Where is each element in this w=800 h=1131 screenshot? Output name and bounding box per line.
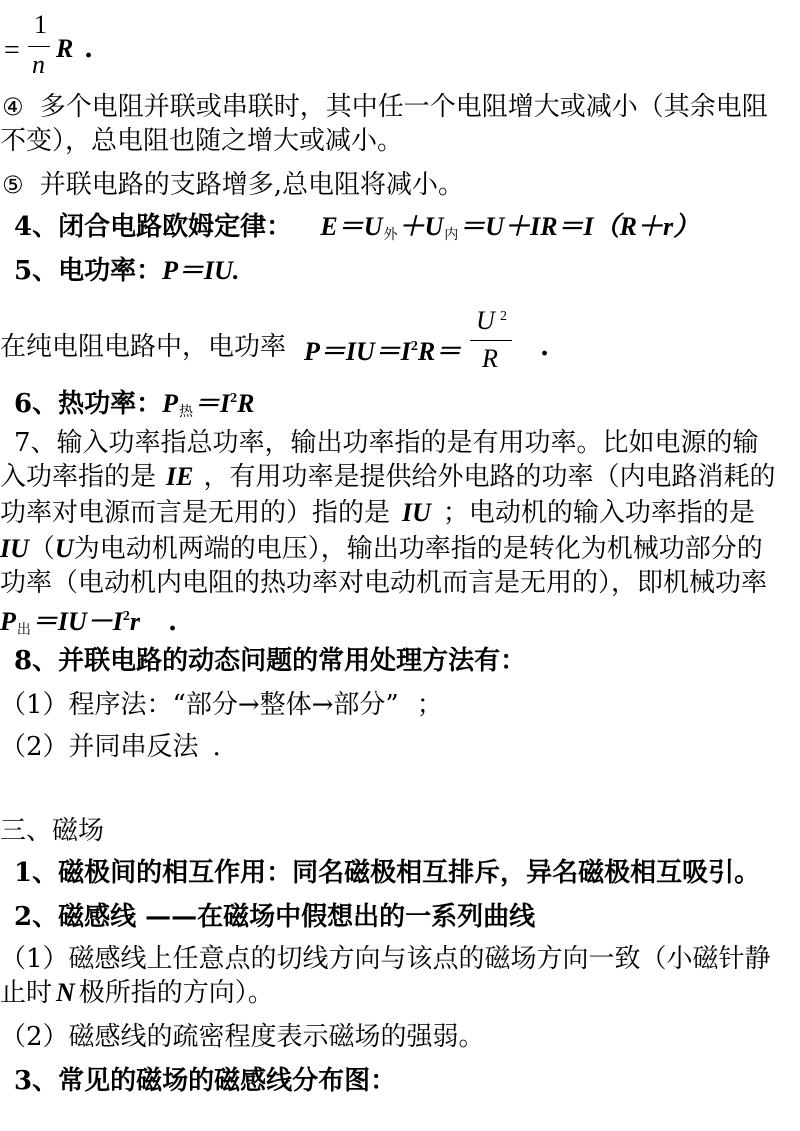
circled-5: ⑤ <box>2 171 24 199</box>
formula-part-a: P＝IU＝I <box>304 337 411 366</box>
electric-power-law <box>14 254 239 288</box>
law-6-formula <box>162 389 254 418</box>
field-lines-text: 2、磁感线 ——在磁场中假想出的一系列曲线 <box>14 902 536 932</box>
subscript-re: 热 <box>178 405 193 420</box>
law-7-line-3 <box>0 496 755 530</box>
formula-part-b: R <box>237 389 255 418</box>
law-7-line-4 <box>0 532 763 566</box>
u-symbol-1: U <box>363 212 383 241</box>
fraction-numerator-u: U <box>476 306 495 335</box>
iu-symbol: IU <box>402 498 431 527</box>
fraction-numerator: 1 <box>34 10 47 39</box>
equals-sign-1: ＝ <box>337 212 364 241</box>
emf-symbol: E <box>320 212 338 241</box>
resistance-symbol: R <box>56 34 74 63</box>
law-7-line-2 <box>0 460 776 494</box>
plus-sign: ＋ <box>398 212 425 241</box>
law-7-text-4b: 为电动机两端的电压），输出功率指的是转化为机械功部分的 <box>73 534 763 564</box>
method-1-end: ； <box>416 690 443 720</box>
law-5-label: 5、电功率： <box>14 256 163 286</box>
superscript-2: 2 <box>122 609 130 624</box>
law-7-text-1: 7、输入功率指总功率，输出功率指的是有用功率。比如电源的输 <box>14 428 759 458</box>
law-4-label: 4、闭合电路欧姆定律： <box>14 212 293 242</box>
section-3-title-text: 三、磁场 <box>0 816 105 846</box>
equals-sign: = <box>4 35 20 66</box>
fraction-bar <box>28 46 50 47</box>
pure-resistance-line <box>0 300 800 380</box>
item-5-line <box>2 168 464 202</box>
pure-resistance-formula <box>304 330 461 369</box>
item-4-line-1 <box>2 90 768 124</box>
law-7-line-1 <box>14 426 759 460</box>
subscript-wai: 外 <box>383 228 398 243</box>
law-8-line <box>14 644 526 678</box>
item-4-line-2 <box>0 124 403 158</box>
method-2-line <box>0 730 221 764</box>
circled-4: ④ <box>2 93 24 121</box>
formula-part-a: ＝IU－I <box>31 607 123 636</box>
law-8-label: 8、并联电路的动态问题的常用处理方法有： <box>14 646 527 676</box>
ie-symbol: IE <box>166 462 194 491</box>
fraction-denominator-r: R <box>482 344 498 373</box>
u-squared-over-r-fraction <box>468 300 528 380</box>
formula-part-a: ＝I <box>193 389 231 418</box>
law-7-line-5 <box>0 566 767 600</box>
law-4-formula <box>320 212 699 241</box>
closed-circuit-ohm-law <box>14 210 699 244</box>
field-lines-point-2-text: （2）磁感线的疏密程度表示磁场的强弱。 <box>0 1022 485 1052</box>
law-7-text-3b: ；电动机的输入功率指的是 <box>442 498 755 528</box>
subscript-nei: 内 <box>444 228 459 243</box>
fraction-bar <box>470 340 512 341</box>
law-7-text-5: 功率（电动机内电阻的热功率对电动机而言是无用的），即机械功率 <box>0 568 768 598</box>
period: . <box>84 34 94 64</box>
law-7-text-2b: ，有用功率是提供给外电路的功率（内电路消耗的 <box>203 462 776 492</box>
formula-part-b: r <box>129 607 141 636</box>
method-2-text: （2）并同串反法 <box>0 732 199 762</box>
p-symbol: P <box>162 389 178 418</box>
subscript-chu: 出 <box>16 623 31 638</box>
period: . <box>540 332 550 362</box>
law-4-formula-rest: ＝U＋IR＝I（R＋r） <box>459 212 700 241</box>
field-lines-line <box>14 900 535 934</box>
formula-part-b: R＝ <box>417 337 462 366</box>
method-1-line <box>0 688 443 722</box>
law-6-label: 6、热功率： <box>14 389 163 419</box>
common-field-distribution-line <box>14 1064 396 1098</box>
mechanical-power-formula <box>0 607 140 636</box>
law-7-text-3a: 功率对电源而言是无用的）指的是 <box>0 498 391 528</box>
u-symbol: U <box>54 534 74 563</box>
method-2-end: . <box>212 732 221 762</box>
law-7-text-4a: （ <box>28 534 55 564</box>
superscript-2: 2 <box>230 391 238 406</box>
superscript-2: 2 <box>410 339 418 354</box>
field-lines-point-2 <box>0 1020 485 1054</box>
period: . <box>168 607 178 637</box>
law-7-line-6 <box>0 600 178 638</box>
heat-power-law <box>14 382 255 420</box>
n-pole-symbol: N <box>56 978 75 1007</box>
section-3-title <box>0 814 104 848</box>
fraction-numerator-sup: 2 <box>500 309 507 324</box>
p-symbol: P <box>0 607 16 636</box>
field-lines-point-1-pre: 止时 <box>0 978 53 1008</box>
fraction-denominator: n <box>32 50 45 79</box>
magnet-interaction-text: 1、磁极间的相互作用：同名磁极相互排斥，异名磁极相互吸引。 <box>14 858 761 888</box>
common-field-distribution-text: 3、常见的磁场的磁感线分布图： <box>14 1066 397 1096</box>
u-symbol-2: U <box>424 212 444 241</box>
law-7-text-2a: 入功率指的是 <box>0 462 157 492</box>
field-lines-point-1-a <box>0 942 771 976</box>
item-4-text-1: 多个电阻并联或串联时，其中任一个电阻增大或减小（其余电阻 <box>39 92 768 122</box>
field-lines-point-1-b <box>0 976 274 1010</box>
iu-symbol-2: IU <box>0 534 29 563</box>
method-1-text: （1）程序法：“部分→整体→部分” <box>0 690 399 720</box>
magnet-interaction-line <box>14 856 760 890</box>
item-4-text-2: 不变），总电阻也随之增大或减小。 <box>0 126 404 156</box>
law-5-formula: P＝IU. <box>162 256 240 285</box>
field-lines-point-1-text-a: （1）磁感线上任意点的切线方向与该点的磁场方向一致（小磁针静 <box>0 944 771 974</box>
item-5-text: 并联电路的支路增多,总电阻将减小。 <box>39 170 465 200</box>
pure-resistance-text: 在纯电阻电路中，电功率 <box>0 332 287 362</box>
field-lines-point-1-post: 极所指的方向）。 <box>78 978 274 1008</box>
